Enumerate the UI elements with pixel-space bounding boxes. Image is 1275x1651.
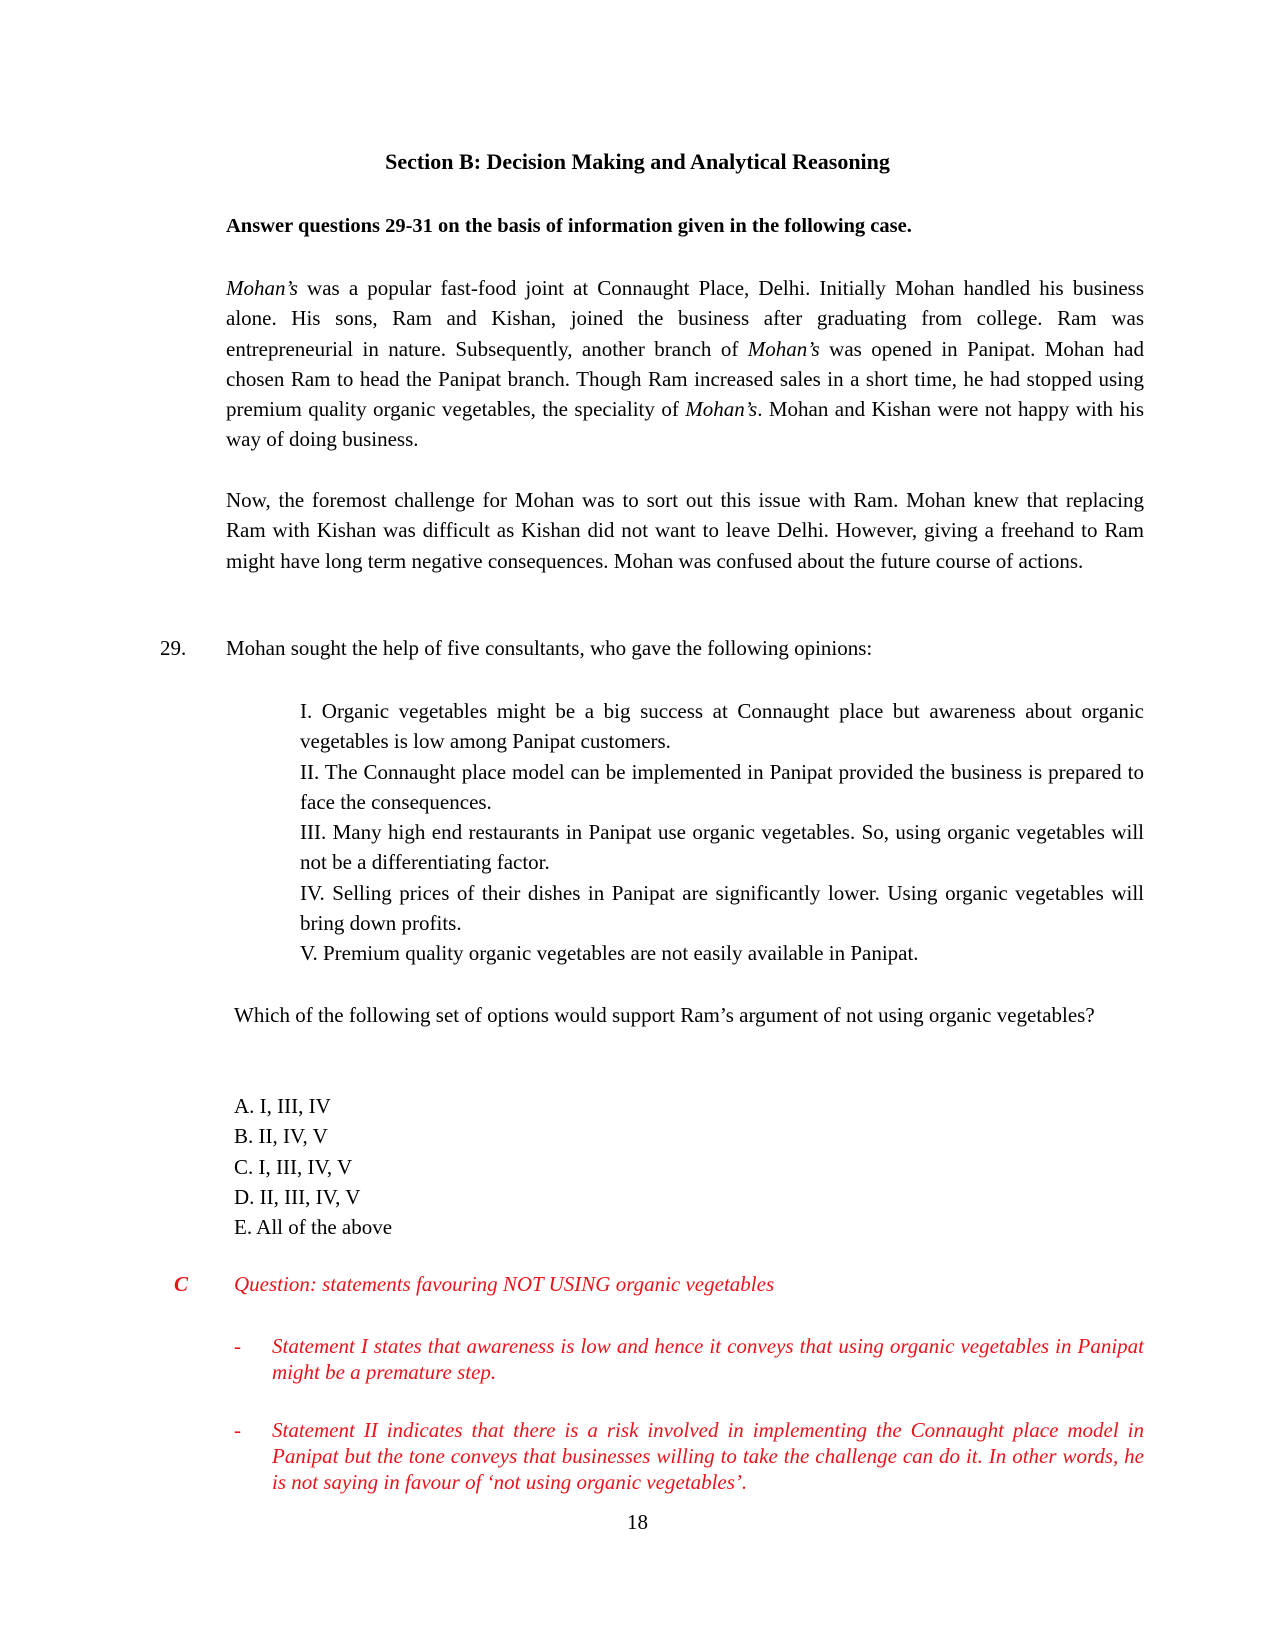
option-item: C. I, III, IV, V [234,1154,353,1179]
business-name: Mohan’s [685,397,758,422]
question-stem: Mohan sought the help of five consultants, who gave the following opinions: [226,636,873,660]
page-number: 18 [627,1510,648,1534]
answer-options [234,1091,392,1242]
consultant-statements [300,696,1144,969]
bullet-text: Statement I states that awareness is low and hence it conveys that using organic vegetables in Panipat might be a premature step. [272,1334,1144,1384]
option-item: D. II, III, IV, V [234,1184,361,1209]
bullet-text: Statement II indicates that there is a risk involved in implementing the Connaught place model in Panipat but the tone conveys that businesses willing to take the challenge can do it. In other words, he is not saying in favour of ‘not using organic vegetables’. [272,1418,1144,1494]
bullet-dash: - [234,1418,241,1442]
statement-item: I. Organic vegetables might be a big success at Connaught place but awareness about organic vegetables is low among Panipat customers. [300,699,1144,754]
business-name: Mohan’s [226,276,298,300]
option-item: A. I, III, IV [234,1094,331,1118]
bullet-dash: - [234,1334,241,1358]
option-item: E. All of the above [234,1215,393,1240]
statement-item: III. Many high end restaurants in Panipat use organic vegetables. So, using organic vegetables will not be a differentiating factor. [300,820,1144,875]
case-paragraph-2: Now, the foremost challenge for Mohan was to sort out this issue with Ram. Mohan knew that replacing Ram with Kishan was difficult as Kishan did not want to leave Delhi. However, giving a freehand to Ram might have long term negative consequences. Mohan was confused about the future course of actions. [226,488,1144,573]
section-title: Section B: Decision Making and Analytical Reasoning [385,149,890,174]
case-text: was opened in Panipat. Mohan had chosen Ram to head the Panipat branch. Though Ram increased sales in a short time, he had stopped using premium quality organic vegetables, the speciality of [226,336,1144,422]
business-name: Mohan’s [747,336,820,361]
statement-item: V. Premium quality organic vegetables are not easily available in Panipat. [300,941,919,966]
statement-item: IV. Selling prices of their dishes in Panipat are significantly lower. Using organic vegetables will bring down profits. [300,880,1144,936]
option-item: B. II, IV, V [234,1124,328,1149]
case-text: was a popular fast-food joint at Connaught Place, Delhi. Initially Mohan handled his business alone. His sons, Ram and Kishan, joined the business after graduating from college. Ram was entrepreneurial in nature. Subsequently, another branch of [226,276,1144,361]
question-prompt: Which of the following set of options would support Ram’s argument of not using organic vegetables? [234,1003,1095,1027]
case-instruction: Answer questions 29-31 on the basis of information given in the following case. [226,215,912,237]
answer-key-letter: C [174,1272,189,1296]
statement-item: II. The Connaught place model can be implemented in Panipat provided the business is prepared to face the consequences. [300,759,1144,814]
case-paragraph-1 [226,273,1144,455]
question-number: 29. [160,636,187,660]
answer-explanation-heading: Question: statements favouring NOT USING organic vegetables [234,1272,775,1296]
case-text: . Mohan and Kishan were not happy with his way of doing business. [226,397,1144,452]
